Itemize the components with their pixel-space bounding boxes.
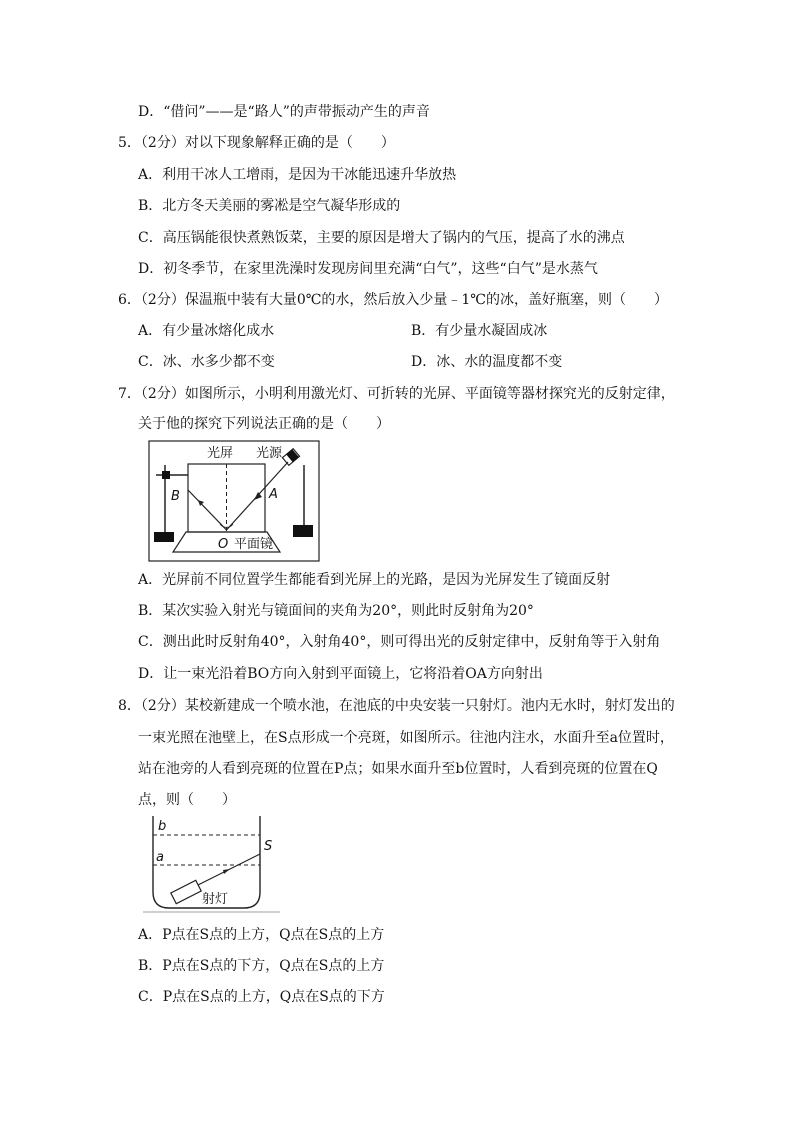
q5-option-a: A．利用干冰人工增雨，是因为干冰能迅速升华放热 [138,167,457,183]
q7-option-a: A．光屏前不同位置学生都能看到光屏上的光路，是因为光屏发生了镜面反射 [138,572,611,588]
spotlight-icon [171,880,201,903]
q7-option-d: D．让一束光沿着BO方向入射到平面镜上，它将沿着OA方向射出 [138,666,543,682]
source-label: 光源 [256,446,283,461]
q6-option-d: D．冰、水的温度都不变 [411,354,563,370]
q5-option-d: D．初冬季节，在家里洗澡时发现房间里充满“白气”，这些“白气”是水蒸气 [138,261,598,277]
mirror-label: 平面镜 [234,537,274,552]
q6-option-b: B．有少量水凝固成冰 [411,323,548,339]
label-o: O [218,537,229,552]
beam-arrow [223,869,230,874]
q5-option-b: B．北方冬天美丽的雾凇是空气凝华形成的 [138,198,401,214]
label-a-level: a [156,850,164,865]
q7-option-c: C．测出此时反射角40°，入射角40°，则可得出光的反射定律中，反射角等于入射角 [138,634,661,650]
q8-option-c: C．P点在S点的上方，Q点在S点的下方 [138,989,385,1005]
q6-option-a: A．有少量冰熔化成水 [138,323,275,339]
left-clamp [162,471,170,479]
screen-label: 光屏 [207,446,234,461]
laser-source-icon [282,449,299,466]
label-s: S [264,839,273,854]
q8-stem-line2: 一束光照在池壁上，在S点形成一个亮斑，如图所示。往池内注水，水面升至a位置时， [138,730,674,746]
q4-option-d: D．“借问”——是“路人”的声带振动产生的声音 [138,104,430,120]
q6-option-c: C．冰、水多少都不变 [138,354,275,370]
q7-stem-line1: 7．（2分）如图所示，小明利用激光灯、可折转的光屏、平面镜等器材探究光的反射定律， [118,386,675,402]
q8-option-a: A．P点在S点的上方，Q点在S点的上方 [138,927,385,943]
right-stand-base [293,525,313,537]
q7-stem-line2: 关于他的探究下列说法正确的是（ ） [138,416,390,432]
lamp-label: 射灯 [202,892,229,907]
q8-stem-line1: 8．（2分）某校新建成一个喷水池，在池底的中央安装一只射灯。池内无水时，射灯发出的 [118,698,675,714]
left-stand-base [154,532,174,542]
q8-stem-line3: 站在池旁的人看到亮斑的位置在P点；如果水面升至b位置时，人看到亮斑的位置在Q [138,761,658,777]
q7-reflection-figure [148,440,320,562]
q6-stem: 6．（2分）保温瓶中装有大量0℃的水，然后放入少量﹣1℃的冰，盖好瓶塞，则（ ） [118,292,668,308]
q7-option-b: B．某次实验入射光与镜面间的夹角为20°，则此时反射角为20° [138,603,534,619]
q5-stem: 5．（2分）对以下现象解释正确的是（ ） [118,135,395,151]
q8-option-b: B．P点在S点的下方，Q点在S点的上方 [138,958,385,974]
label-b: B [171,489,180,504]
label-b-level: b [158,819,167,834]
q8-pool-figure [140,812,282,916]
q8-stem-line4: 点，则（ ） [138,792,236,808]
label-a: A [269,487,278,502]
q5-option-c: C．高压锅能很快煮熟饭菜，主要的原因是增大了锅内的气压，提高了水的沸点 [138,230,625,246]
